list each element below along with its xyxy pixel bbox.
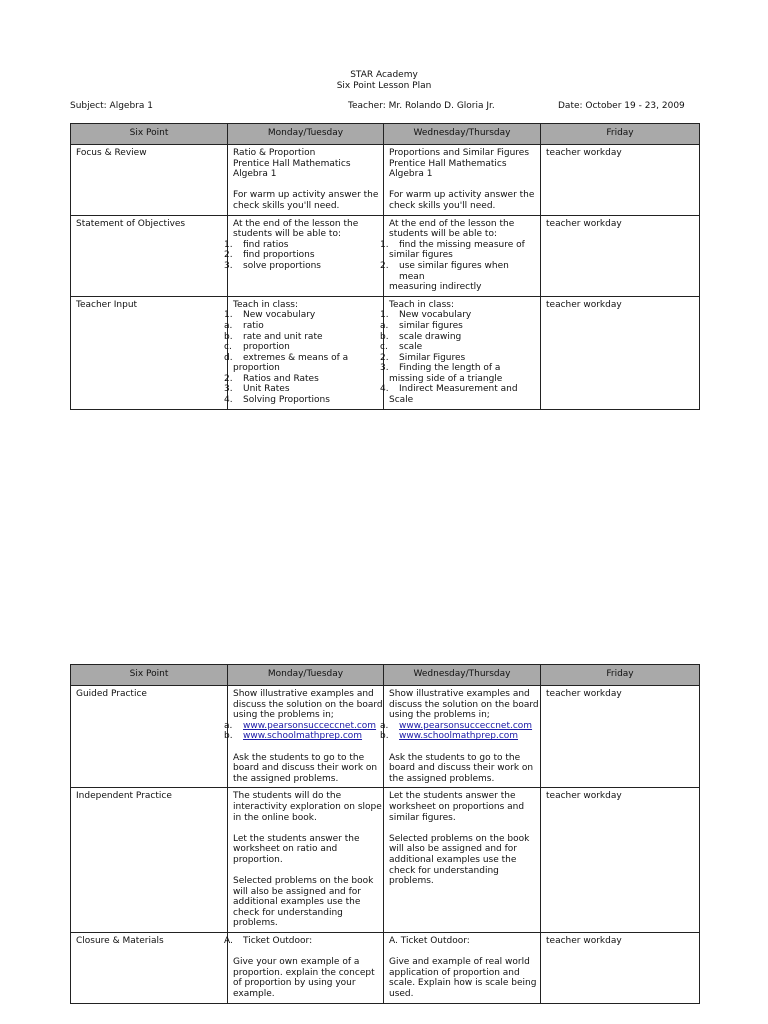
monday-tuesday-cell <box>228 788 384 933</box>
wednesday-thursday-cell <box>380 215 541 296</box>
list-marker: a. <box>380 320 389 331</box>
list-item <box>380 260 535 282</box>
row-label: Teacher Input <box>71 296 228 409</box>
text-line: Algebra 1 <box>233 169 277 180</box>
list-item-text: Finding the length of a <box>399 363 501 374</box>
blank-line <box>389 742 535 753</box>
list-item <box>224 331 378 343</box>
list-item-text: Solving Proportions <box>243 395 330 406</box>
list-marker: 3. <box>224 260 233 271</box>
blank-line <box>233 742 378 753</box>
column-header-six-point: Six Point <box>71 124 228 145</box>
resource-link[interactable]: www.pearsonsucceccnet.com <box>243 720 377 731</box>
list-item-text: Indirect Measurement and <box>399 384 518 395</box>
list-item <box>380 342 535 353</box>
list-item-text: Ticket Outdoor: <box>243 936 313 947</box>
list-marker: b. <box>380 731 389 742</box>
list-item-text: rate and unit rate <box>243 331 323 342</box>
list-item-text: New vocabulary <box>243 310 316 321</box>
text-line: Selected problems on the book <box>233 876 374 887</box>
text-line: Let the students answer the <box>233 833 360 844</box>
list-marker: 4. <box>380 384 389 395</box>
table-body <box>71 686 700 1004</box>
blank-line <box>389 180 535 191</box>
list-marker: 1. <box>224 310 233 321</box>
list-marker: 2. <box>380 260 389 271</box>
lesson-plan-table-2 <box>70 664 700 1004</box>
friday-cell: teacher workday <box>541 296 700 409</box>
list-marker: a. <box>380 720 389 731</box>
list-marker: 3. <box>224 384 233 395</box>
friday-cell: teacher workday <box>541 145 700 216</box>
list-item <box>224 342 378 353</box>
date-field: Date: October 19 - 23, 2009 <box>558 101 685 111</box>
table-row <box>71 296 700 409</box>
text-line: The students will do the <box>233 791 342 802</box>
list-item-text: similar figures <box>399 320 463 331</box>
text-line: missing side of a triangle <box>389 373 503 384</box>
text-line: For warm up activity answer the <box>233 190 379 201</box>
resource-link[interactable]: www.pearsonsucceccnet.com <box>399 720 533 731</box>
wednesday-thursday-cell <box>380 686 541 788</box>
column-header-wednesday-thursday: Wednesday/Thursday <box>384 124 541 145</box>
row-label: Statement of Objectives <box>71 215 228 296</box>
text-line: similar figures. <box>389 812 456 823</box>
text-line: using the problems in; <box>233 710 334 721</box>
list-item <box>380 731 535 742</box>
list-item-text: New vocabulary <box>399 310 472 321</box>
list-item <box>224 395 378 406</box>
wednesday-thursday-cell <box>384 788 541 933</box>
list-item-text: scale <box>399 342 423 353</box>
list-item-text: find proportions <box>243 250 315 261</box>
list-item <box>224 936 378 947</box>
list-marker: 3. <box>380 363 389 374</box>
text-line: additional examples use the <box>389 854 517 865</box>
row-label: Independent Practice <box>71 788 228 933</box>
text-line: of proportion by using your <box>233 978 356 989</box>
text-line: Teach in class: <box>233 299 298 310</box>
text-line: Algebra 1 <box>389 169 433 180</box>
list-item <box>380 352 535 364</box>
row-label: Closure & Materials <box>71 933 228 1004</box>
text-line: the assigned problems. <box>389 773 495 784</box>
wednesday-thursday-cell <box>384 933 541 1004</box>
text-line: the assigned problems. <box>233 773 339 784</box>
text-line: Show illustrative examples and <box>233 689 374 699</box>
text-line: check skills you'll need. <box>389 200 496 211</box>
friday-cell: teacher workday <box>541 686 700 788</box>
list-item <box>380 363 535 374</box>
text-line: Ratio & Proportion <box>233 148 316 158</box>
resource-link[interactable]: www.schoolmathprep.com <box>399 731 519 742</box>
text-line: worksheet on proportions and <box>389 801 525 812</box>
list-item <box>224 731 378 742</box>
text-line: measuring indirectly <box>389 282 482 293</box>
blank-line <box>233 823 378 834</box>
text-line: check skills you'll need. <box>233 200 340 211</box>
blank-line <box>233 180 378 191</box>
blank-line <box>233 866 378 877</box>
text-line: Prentice Hall Mathematics <box>389 158 507 169</box>
text-line: Show illustrative examples and <box>389 689 530 699</box>
table-row <box>71 686 700 788</box>
text-line: Selected problems on the book <box>389 833 530 844</box>
text-line: problems. <box>389 876 434 887</box>
text-line: Let the students answer the <box>389 791 516 802</box>
text-line: Give your own example of a <box>233 957 360 968</box>
list-item-text: scale drawing <box>399 331 462 342</box>
list-marker: 1. <box>380 310 389 321</box>
list-item-text: proportion <box>243 342 290 353</box>
text-line: board and discuss their work on <box>389 763 534 774</box>
list-item <box>380 720 535 732</box>
list-marker: b. <box>224 731 233 742</box>
list-item-text: Ratios and Rates <box>243 373 319 384</box>
list-marker: 2. <box>380 352 389 363</box>
monday-tuesday-cell <box>224 215 384 296</box>
list-marker: 4. <box>224 395 233 406</box>
text-line: students will be able to: <box>389 229 497 240</box>
text-line: using the problems in; <box>389 710 490 721</box>
text-line: additional examples use the <box>233 897 361 908</box>
list-marker: a. <box>224 320 233 331</box>
list-item <box>380 320 535 332</box>
list-marker: b. <box>380 331 389 342</box>
text-line: Scale <box>389 395 414 406</box>
list-item <box>224 320 378 332</box>
lesson-plan-table-1 <box>70 123 700 410</box>
list-marker: 1. <box>380 239 389 250</box>
list-item-text: extremes & means of a <box>243 352 349 363</box>
monday-tuesday-cell <box>224 933 384 1004</box>
list-marker: c. <box>380 342 388 353</box>
list-item <box>224 720 378 732</box>
table-body <box>71 145 700 410</box>
text-line: At the end of the lesson the <box>233 218 359 229</box>
text-line: proportion. explain the concept <box>233 967 375 978</box>
text-line: A. Ticket Outdoor: <box>389 936 470 947</box>
column-header-friday: Friday <box>541 665 700 686</box>
column-header-wednesday-thursday: Wednesday/Thursday <box>384 665 541 686</box>
text-line: discuss the solution on the board <box>389 699 539 710</box>
list-item-text: find ratios <box>243 239 289 250</box>
list-item <box>380 384 535 395</box>
blank-line <box>389 947 535 958</box>
column-header-friday: Friday <box>541 124 700 145</box>
list-item <box>224 239 378 251</box>
document-title: Six Point Lesson Plan <box>336 81 432 91</box>
friday-cell: teacher workday <box>541 215 700 296</box>
table-row <box>71 788 700 933</box>
list-item <box>224 373 378 385</box>
text-line: Teach in class: <box>389 299 454 310</box>
list-item <box>380 331 535 343</box>
blank-line <box>233 947 378 958</box>
list-marker: 1. <box>224 239 233 250</box>
table-row <box>71 933 700 1004</box>
text-line: discuss the solution on the board <box>233 699 383 710</box>
row-label: Guided Practice <box>71 686 228 788</box>
column-header-monday-tuesday: Monday/Tuesday <box>228 665 384 686</box>
text-line: application of proportion and <box>389 967 520 978</box>
text-line: proportion. <box>233 854 283 865</box>
text-line: used. <box>389 989 414 1000</box>
list-item-text: find the missing measure of <box>399 239 525 250</box>
text-line: board and discuss their work on <box>233 763 378 774</box>
text-line: Ask the students to go to the <box>233 752 365 763</box>
text-line: similar figures <box>389 250 453 261</box>
text-line: Ask the students to go to the <box>389 752 521 763</box>
wednesday-thursday-cell <box>384 145 541 216</box>
text-line: scale. Explain how is scale being <box>389 978 537 989</box>
list-marker: 2. <box>224 373 233 384</box>
text-line: in the online book. <box>233 812 317 823</box>
list-item <box>224 260 378 272</box>
text-line: Proportions and Similar Figures <box>389 148 530 158</box>
monday-tuesday-cell <box>228 145 384 216</box>
list-item <box>224 352 378 364</box>
list-marker: a. <box>224 720 233 731</box>
list-marker: 2. <box>224 250 233 261</box>
table-header-row <box>71 124 700 145</box>
teacher-field: Teacher: Mr. Rolando D. Gloria Jr. <box>348 101 495 111</box>
monday-tuesday-cell <box>224 686 384 788</box>
text-line: problems. <box>233 918 278 929</box>
list-item-text: Similar Figures <box>399 352 466 363</box>
text-line: For warm up activity answer the <box>389 190 535 201</box>
text-line: example. <box>233 989 275 1000</box>
row-label: Focus & Review <box>71 145 228 216</box>
text-line: check for understanding <box>233 907 343 918</box>
text-line: Prentice Hall Mathematics <box>233 158 351 169</box>
school-name: STAR Academy <box>350 70 418 80</box>
text-line: interactivity exploration on slope <box>233 801 382 812</box>
text-line: students will be able to: <box>233 229 341 240</box>
list-marker: b. <box>224 331 233 342</box>
monday-tuesday-cell <box>224 296 384 409</box>
table-header-row <box>71 665 700 686</box>
list-item-text: ratio <box>243 320 264 331</box>
subject-field: Subject: Algebra 1 <box>70 101 153 111</box>
list-item-text: use similar figures when mean <box>399 260 509 282</box>
table-row <box>71 145 700 216</box>
list-item <box>224 310 378 321</box>
list-marker: d. <box>224 352 233 363</box>
column-header-monday-tuesday: Monday/Tuesday <box>228 124 384 145</box>
text-line: worksheet on ratio and <box>233 844 338 855</box>
text-line: will also be assigned and for <box>233 886 361 897</box>
list-marker: A. <box>224 936 233 947</box>
resource-link[interactable]: www.schoolmathprep.com <box>243 731 363 742</box>
blank-line <box>389 823 535 834</box>
list-item <box>380 239 535 251</box>
text-line: will also be assigned and for <box>389 844 517 855</box>
text-line: check for understanding <box>389 865 499 876</box>
text-line: At the end of the lesson the <box>389 218 515 229</box>
list-marker: c. <box>224 342 232 353</box>
text-line: proportion <box>233 363 280 374</box>
friday-cell: teacher workday <box>541 788 700 933</box>
table-row <box>71 215 700 296</box>
list-item <box>224 384 378 395</box>
list-item-text: solve proportions <box>243 260 321 271</box>
list-item <box>224 250 378 261</box>
text-line: Give and example of real world <box>389 957 530 968</box>
list-item <box>380 310 535 321</box>
wednesday-thursday-cell <box>380 296 541 409</box>
column-header-six-point: Six Point <box>71 665 228 686</box>
list-item-text: Unit Rates <box>243 384 290 395</box>
friday-cell: teacher workday <box>541 933 700 1004</box>
